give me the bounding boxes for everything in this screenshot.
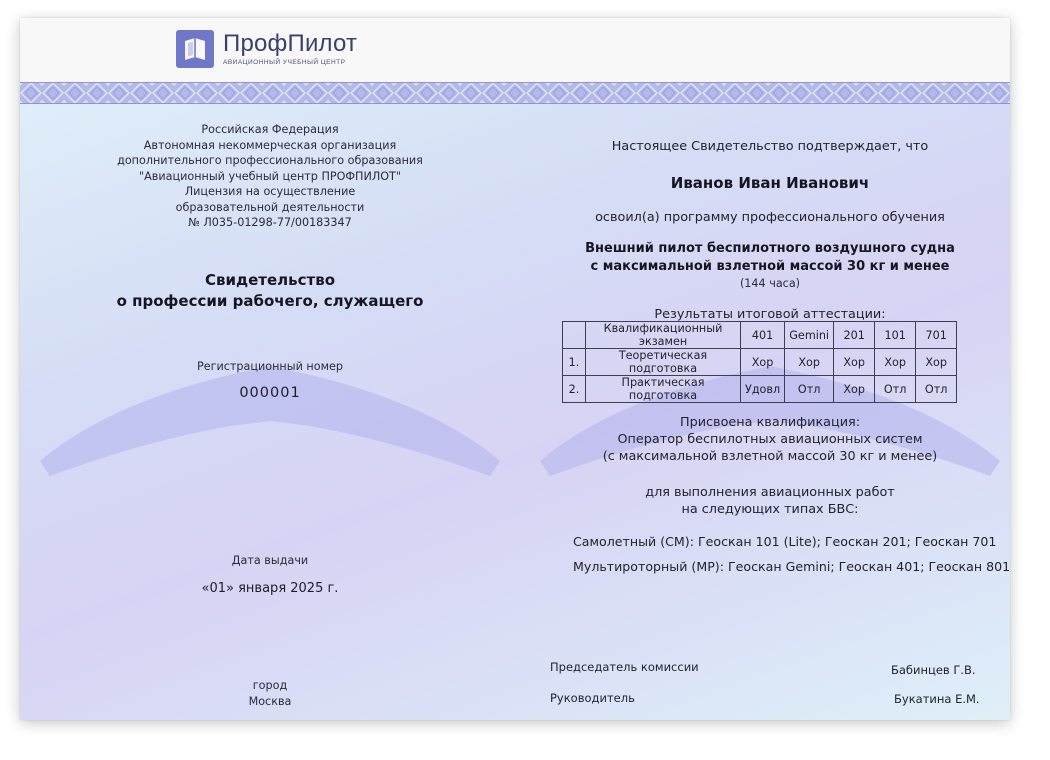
issuer-line: дополнительного профессионального образования bbox=[117, 154, 423, 167]
mastered-text: освоил(а) программу профессионального обучения bbox=[595, 210, 945, 225]
brand-subtitle: АВИАЦИОННЫЙ УЧЕБНЫЙ ЦЕНТР bbox=[223, 58, 346, 66]
certificate-document bbox=[20, 18, 1010, 720]
certificate-body bbox=[20, 104, 1010, 720]
issuer-line: Автономная некоммерческая организация bbox=[143, 138, 397, 152]
intro-text: Настоящее Свидетельство подтверждает, что bbox=[611, 139, 929, 154]
city-label: город bbox=[252, 679, 288, 692]
works-line: на следующих типах БВС: bbox=[681, 502, 859, 517]
table-cell: Теоретическая подготовка bbox=[586, 349, 741, 376]
table-header-cell: 201 bbox=[834, 322, 875, 349]
table-header-cell: 401 bbox=[741, 322, 785, 349]
table-cell: Отл bbox=[785, 376, 834, 403]
program-line: с максимальной взлетной массой 30 кг и менее bbox=[590, 259, 950, 274]
issuer-line: Лицензия на осуществление bbox=[184, 185, 356, 198]
guilloche-border bbox=[20, 82, 1010, 104]
qualification-line: Оператор беспилотных авиационных систем bbox=[617, 432, 923, 447]
qualification-line: Присвоена квалификация: bbox=[679, 415, 861, 430]
license-number: № Л035-01298-77/00183347 bbox=[188, 216, 352, 229]
table-cell: Хор bbox=[834, 376, 875, 403]
table-header-cell: Gemini bbox=[785, 322, 834, 349]
reg-number: 000001 bbox=[239, 385, 301, 401]
aircraft-type-fixed-wing: Самолетный (СМ): Геоскан 101 (Lite); Геоскан 201; Геоскан 701 bbox=[573, 534, 997, 549]
signature-role-head: Руководитель bbox=[550, 691, 635, 705]
issue-date-label: Дата выдачи bbox=[231, 554, 309, 567]
table-cell: Хор bbox=[785, 349, 834, 376]
aircraft-type-multirotor: Мультироторный (МР): Геоскан Gemini; Геоскан 401; Геоскан 801 bbox=[573, 559, 1010, 574]
holder-name: Иванов Иван Иванович bbox=[670, 174, 870, 192]
table-cell: Хор bbox=[916, 349, 957, 376]
program-hours: (144 часа) bbox=[739, 277, 801, 290]
issuer-line: Российская Федерация bbox=[201, 123, 339, 136]
table-cell: 2. bbox=[563, 376, 586, 403]
program-line: Внешний пилот беспилотного воздушного судна bbox=[585, 241, 955, 256]
city-name: Москва bbox=[248, 695, 292, 708]
table-header-cell bbox=[563, 322, 586, 349]
qualification-line: (с максимальной взлетной массой 30 кг и менее) bbox=[602, 449, 938, 464]
title-line: Свидетельство bbox=[204, 271, 336, 289]
issuer-block bbox=[80, 122, 460, 231]
table-row bbox=[563, 376, 957, 403]
results-label: Результаты итоговой аттестации: bbox=[654, 307, 886, 322]
table-header-cell: 101 bbox=[875, 322, 916, 349]
qualification-block bbox=[520, 414, 1010, 465]
table-header-cell: Квалификационный экзамен bbox=[586, 322, 741, 349]
table-header-cell: 701 bbox=[916, 322, 957, 349]
works-block bbox=[520, 484, 1010, 518]
brand-logo bbox=[176, 30, 357, 68]
brand-name: ПрофПилот bbox=[223, 29, 358, 57]
reg-number-label: Регистрационный номер bbox=[196, 360, 343, 373]
signature-name-chair: Бабинцев Г.В. bbox=[891, 663, 976, 677]
table-cell: Хор bbox=[834, 349, 875, 376]
table-cell: Хор bbox=[741, 349, 785, 376]
issue-date: «01» января 2025 г. bbox=[201, 581, 339, 596]
table-cell: Удовл bbox=[741, 376, 785, 403]
table-cell: Практическая подготовка bbox=[586, 376, 741, 403]
issuer-line: "Авиационный учебный центр ПРОФПИЛОТ" bbox=[138, 169, 402, 183]
issuer-line: образовательной деятельности bbox=[175, 200, 365, 214]
table-cell: 1. bbox=[563, 349, 586, 376]
document-title bbox=[80, 270, 460, 312]
table-cell: Отл bbox=[875, 376, 916, 403]
works-line: для выполнения авиационных работ bbox=[645, 485, 895, 500]
signature-role-chair: Председатель комиссии bbox=[550, 660, 699, 674]
title-line: о профессии рабочего, служащего bbox=[116, 292, 424, 310]
header-band bbox=[20, 18, 1010, 82]
table-cell: Хор bbox=[875, 349, 916, 376]
program-title bbox=[520, 240, 1010, 276]
signature-name-head: Букатина Е.М. bbox=[894, 692, 980, 706]
results-table bbox=[562, 321, 957, 403]
open-book-logo-icon bbox=[176, 30, 214, 68]
table-row bbox=[563, 349, 957, 376]
table-header-row bbox=[563, 322, 957, 349]
table-cell: Отл bbox=[916, 376, 957, 403]
